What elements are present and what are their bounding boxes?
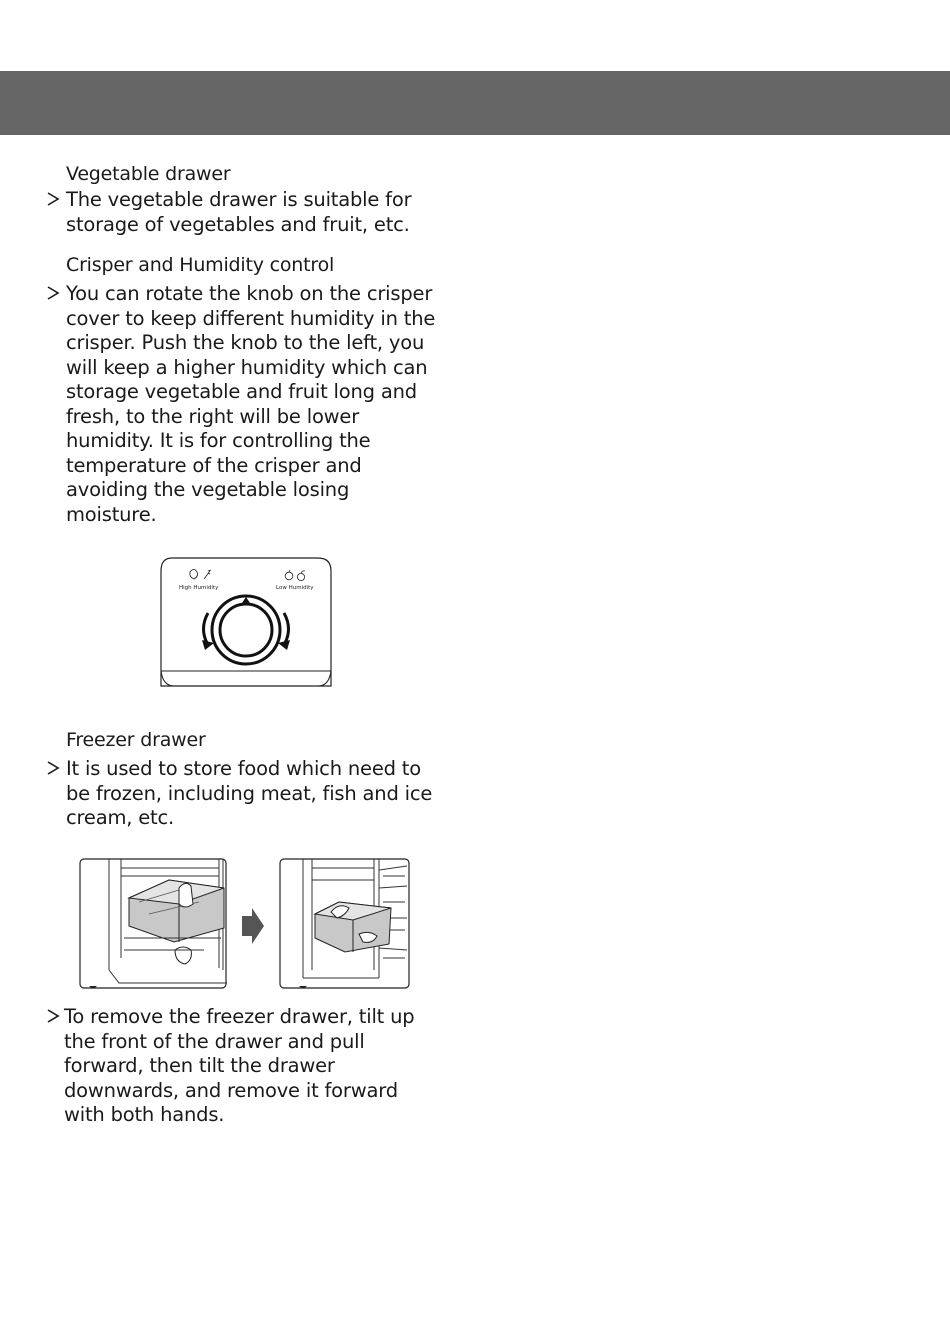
bullet-crisper [46, 282, 435, 527]
text-line: the front of the drawer and pull [64, 1029, 365, 1053]
text-line: be frozen, including meat, fish and ice [66, 781, 433, 805]
text-line: To remove the freezer drawer, tilt up [64, 1005, 415, 1028]
text-line: avoiding the vegetable losing [66, 478, 350, 501]
arrow-bullet-icon [46, 191, 60, 207]
freezer-drawer-tilt-illustration [79, 858, 229, 991]
text-line: fresh, to the right will be lower [66, 404, 360, 428]
text-line: with both hands. [64, 1103, 225, 1126]
bullet-remove [46, 1005, 414, 1128]
text-line: You can rotate the knob on the crisper [66, 282, 433, 305]
text-line: forward, then tilt the drawer [64, 1054, 335, 1077]
text-line: downwards, and remove it forward [64, 1078, 398, 1102]
rotation-knob [212, 596, 280, 664]
text-line: crisper. Push the knob to the left, you [66, 331, 425, 354]
heading-crisper: Crisper and Humidity control [66, 254, 335, 276]
freezer-drawer-remove-illustration [279, 858, 412, 991]
text-line: humidity. It is for controlling the [66, 429, 371, 452]
bullet-freezer [46, 757, 432, 831]
text-line: moisture. [66, 502, 157, 526]
next-step-arrow-icon [242, 908, 264, 944]
bullet-vegetable [46, 188, 411, 237]
text-line: It is used to store food which need to [66, 757, 421, 780]
humidity-knob-illustration [160, 557, 332, 688]
text-line: The vegetable drawer is suitable for [66, 188, 412, 211]
text-line: storage of vegetables and fruit, etc. [66, 212, 410, 236]
heading-freezer-drawer: Freezer drawer [66, 729, 206, 751]
text-line: cover to keep different humidity in the [66, 306, 436, 330]
paragraph-crisper [66, 282, 435, 527]
heading-vegetable-drawer: Vegetable drawer [66, 163, 231, 185]
arrow-bullet-icon [46, 760, 60, 776]
text-line: will keep a higher humidity which can [66, 355, 428, 379]
arrow-bullet-icon [46, 1008, 60, 1024]
high-humidity-label: High Humidity [179, 585, 219, 591]
paragraph-freezer [66, 757, 432, 831]
text-line: storage vegetable and fruit long and [66, 380, 417, 403]
paragraph-vegetable [66, 188, 411, 237]
low-humidity-label: Low Humidity [276, 585, 314, 591]
header-bar [0, 71, 950, 135]
text-line: temperature of the crisper and [66, 453, 362, 477]
paragraph-remove [64, 1005, 414, 1128]
arrow-bullet-icon [46, 285, 60, 301]
text-line: cream, etc. [66, 806, 175, 829]
